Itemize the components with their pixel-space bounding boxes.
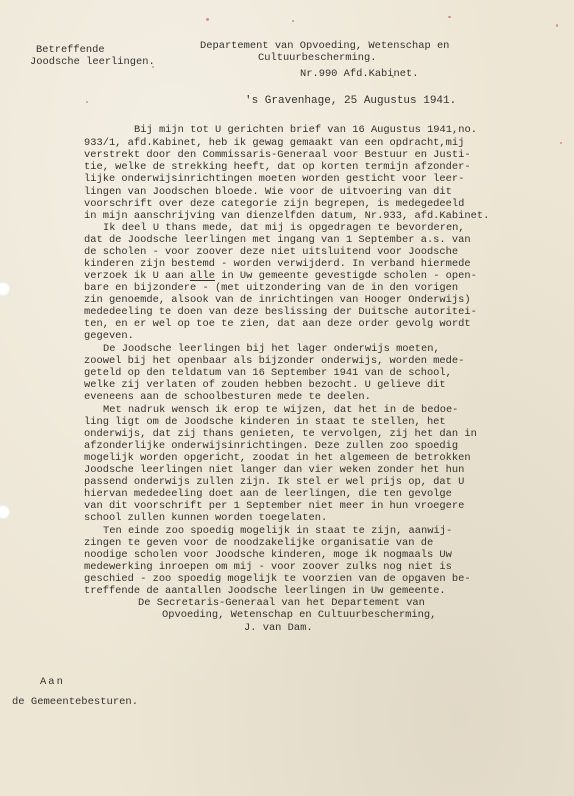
body-line: eveneens aan de schoolbesturen mede te deelen. bbox=[84, 391, 371, 403]
body-line: bare en bijzondere - (met uitzondering van de in den vorigen bbox=[84, 282, 459, 294]
ink-speck bbox=[448, 16, 451, 18]
body-line: Ten einde zoo spoedig mogelijk in staat te zijn, aanwij- bbox=[103, 525, 453, 537]
subject-line: Betreffende bbox=[36, 44, 105, 56]
body-line: ten, en er wel op toe te zien, dat aan deze order gevolg wordt bbox=[84, 318, 471, 330]
subject-line: Joodsche leerlingen. bbox=[30, 56, 155, 68]
addressee-name: de Gemeentebesturen. bbox=[12, 696, 139, 708]
body-line: treffende de aantallen Joodsche leerlingen in Uw gemeente. bbox=[84, 585, 446, 597]
ink-speck bbox=[560, 142, 562, 144]
body-line: mededeeling te doen van deze beslissing der Duitsche autoritei- bbox=[84, 306, 477, 318]
body-line: Bij mijn tot U gerichten brief van 16 Augustus 1941,no. bbox=[134, 124, 477, 136]
body-line: verstrekt door den Commissaris-Generaal voor Bestuur en Justi- bbox=[84, 149, 471, 161]
body-line: mogelijk worden opgericht, zoodat in het algemeen de betrokken bbox=[84, 452, 471, 464]
body-line: welke zij verlaten of zouden hebben bezocht. U gelieve dit bbox=[84, 379, 446, 391]
emphasis-text: alle bbox=[190, 270, 215, 282]
reference-number: Nr.990 Afd.Kabinet. bbox=[300, 68, 419, 80]
body-line: school zullen kunnen worden toegelaten. bbox=[84, 512, 328, 524]
punch-hole bbox=[0, 505, 10, 519]
punch-hole bbox=[0, 282, 10, 296]
body-line: medewerking inroepen om mij - voor zoover zulks nog niet is bbox=[84, 561, 452, 573]
body-line: gegeven. bbox=[84, 330, 134, 342]
body-line: lijke onderwijsinrichtingen moeten worden gesticht voor leer- bbox=[84, 173, 465, 185]
body-line: geteld op den teldatum van 16 September 1941 van de school, bbox=[84, 367, 452, 379]
body-line: de scholen - voor zoover deze niet uitsluitend voor Joodsche bbox=[84, 246, 459, 258]
body-line: Met nadruk wensch ik erop te wijzen, dat het in de bedoe- bbox=[103, 404, 459, 416]
addressee-label: Aan bbox=[40, 676, 65, 688]
body-line: noodige scholen voor Joodsche kinderen, moge ik nogmaals Uw bbox=[84, 549, 452, 561]
body-line: voorschrift over deze categorie zijn begrepen, is medegedeeld bbox=[84, 198, 465, 210]
body-line: ling ligt om de Joodsche kinderen in staat te stellen, het bbox=[84, 416, 446, 428]
body-line: zin genoemde, alsook van de inrichtingen van Hooger Onderwijs) bbox=[84, 294, 471, 306]
department-name: Cultuurbescherming. bbox=[258, 52, 377, 64]
signature-line: Opvoeding, Wetenschap en Cultuurbescherming, bbox=[162, 609, 437, 621]
body-line: verzoek ik U aan alle in Uw gemeente gevestigde scholen - open- bbox=[84, 270, 477, 282]
body-line: 933/1, afd.Kabinet, heb ik gewag gemaakt van een opdracht,mij bbox=[84, 137, 465, 149]
body-line: Ik deel U thans mede, dat mij is opgedragen te bevorderen, bbox=[103, 222, 465, 234]
body-line: in mijn aanschrijving van dienzelfden datum, Nr.933, afd.Kabinet. bbox=[84, 210, 490, 222]
ink-speck bbox=[86, 101, 88, 103]
body-line: dat de Joodsche leerlingen met ingang van 1 September a.s. van bbox=[84, 234, 471, 246]
body-line: kinderen zijn bestemd - worden verwijderd. In verband hiermede bbox=[84, 258, 471, 270]
body-line: zingen te geven voor de noodzakelijke organisatie van de bbox=[84, 537, 434, 549]
body-line: zoowel bij het openbaar als bijzonder onderwijs, worden mede- bbox=[84, 355, 465, 367]
body-line: van dit voorschrift per 1 September niet meer in hun vroegere bbox=[84, 500, 465, 512]
body-line: tie, welke de strekking heeft, dat op korten termijn afzonder- bbox=[84, 161, 471, 173]
signature-name: J. van Dam. bbox=[244, 622, 313, 634]
body-line: onderwijs, dat zij thans genieten, te vervolgen, zij het dan in bbox=[84, 428, 477, 440]
signature-line: De Secretaris-Generaal van het Departement van bbox=[138, 597, 425, 609]
body-line: Joodsche leerlingen niet langer dan vier weken zonder het hun bbox=[84, 464, 465, 476]
body-line: lingen van Joodschen bloede. Wie voor de uitvoering van dit bbox=[84, 186, 452, 198]
body-line: geschied - zoo spoedig mogelijk te voorzien van de opgaven be- bbox=[84, 573, 471, 585]
body-line: afzonderlijke onderwijsinrichtingen. Deze zullen zoo spoedig bbox=[84, 440, 459, 452]
department-name: Departement van Opvoeding, Wetenschap en bbox=[200, 40, 450, 52]
ink-speck bbox=[206, 18, 209, 21]
date-line: 's Gravenhage, 25 Augustus 1941. bbox=[245, 95, 457, 107]
ink-speck bbox=[292, 20, 294, 22]
body-line: passend onderwijs zullen zijn. Ik stel er wel prijs op, dat U bbox=[84, 476, 465, 488]
ink-speck bbox=[556, 24, 558, 27]
body-line: De Joodsche leerlingen bij het lager onderwijs moeten, bbox=[103, 343, 440, 355]
body-line: hiervan mededeeling doet aan de leerlingen, die ten gevolge bbox=[84, 488, 452, 500]
